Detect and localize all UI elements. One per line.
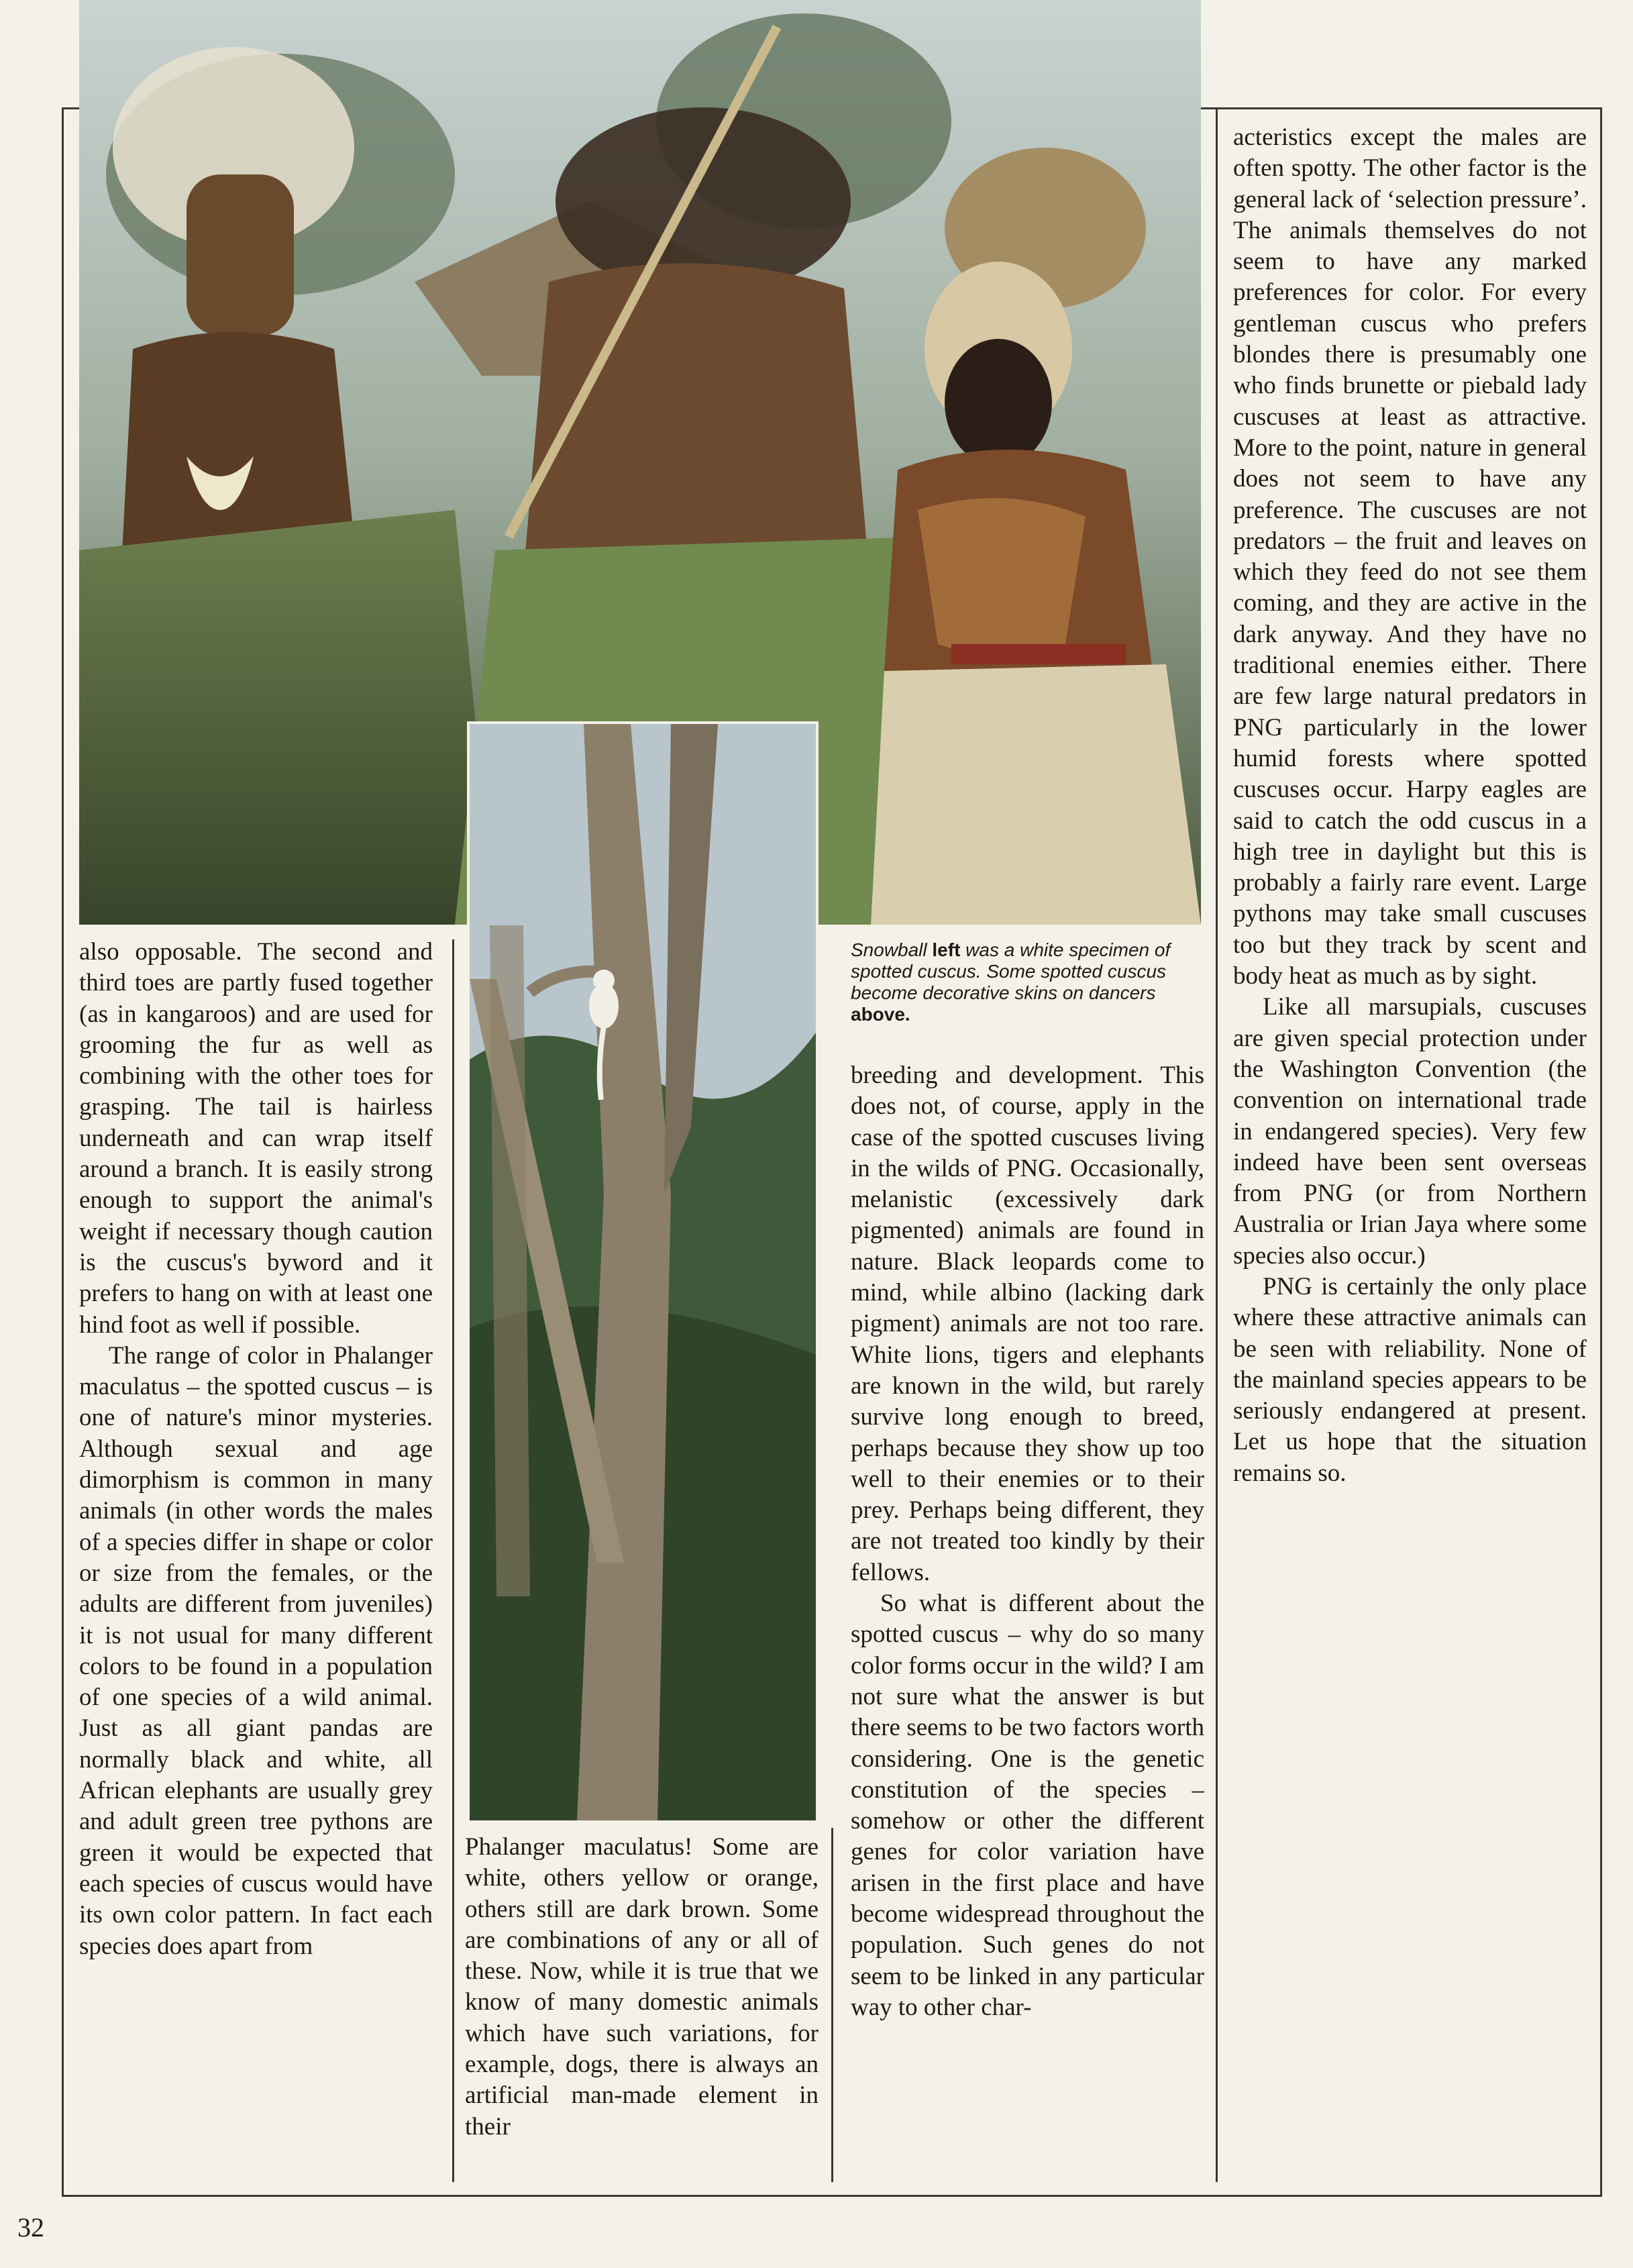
text-column-1 [79, 937, 433, 2185]
caption-text: Snowball [851, 939, 933, 960]
paragraph: So what is different about the spotted cuscus – why do so many color forms occur in the wild? I am not sure what the answer is but there seems to be two factors worth considering. One is the genetic constitution of the species – somehow or other the different genes for color variation have arisen in the first place and have become widespread throughout the population. Such genes do not seem to be linked in any particular way to other char- [851, 1590, 1204, 2021]
text-column-2 [465, 1832, 819, 2185]
photo-caption [851, 939, 1208, 1025]
caption-text: was a white specimen of spotted cuscus. Some spotted cuscus become decorative skins on dancers [851, 939, 1171, 1003]
paragraph: breeding and development. This does not, of course, apply in the case of the spotted cuscuses living in the wilds of PNG. Occasionally, melanistic (excessively dark pigmented) animals are found in nature. Black leopards come to mind, while albino (lacking dark pigment) animals are not too rare. White lions, tigers and elephants are known in the wild, but rarely survive long enough to breed, perhaps because they show up too well to their enemies or to their prey. Perhaps being different, they are not treated too kindly by their fellows. [851, 1062, 1204, 1586]
text-column-4 [1233, 122, 1587, 1880]
cuscus-tree-photo [467, 721, 819, 1823]
paragraph: also opposable. The second and third toes are partly fused together (as in kangaroos) and are used for grooming the fur as well as combining with the other toes for grasping. The tail is hairless underneath and can wrap itself around a branch. It is easily strong enough to support the animal's weight if necessary though caution is the cuscus's byword and it prefers to hang on with at least one hind foot as well if possible. [79, 938, 433, 1339]
column-rule [1216, 107, 1218, 2182]
paragraph: Like all marsupials, cuscuses are given special protection under the Washington Convention (the convention on international trade in endangered species). Very few indeed have been sent overseas from PNG (or from Northern Australia or Irian Jaya where some species also occur.) [1233, 993, 1587, 1270]
column-rule [452, 939, 454, 2182]
caption-bold: above. [851, 1004, 910, 1025]
paragraph: Phalanger maculatus! Some are white, others yellow or orange, others still are dark brown. Some are combinations of any or all of these. Now, while it is true that we know of many domestic animals which have such variations, for example, dogs, there is always an artificial man-made element in their [465, 1833, 819, 2141]
paragraph: The range of color in Phalanger maculatus – the spotted cuscus – is one of nature's minor mysteries. Although sexual and age dimorphism is common in many animals (in other words the males of a species differ in shape or color or size from the females, or the adults are different from juveniles) it is not usual for many different colors to be found in a population of one species of a wild animal. Just as all giant pandas are normally black and white, all African elephants are usually grey and adult green tree pythons are green it would be expected that each species of cuscus would have its own color pattern. In fact each species does apart from [79, 1341, 433, 1960]
page-number: 32 [17, 2212, 44, 2243]
column-rule [831, 1828, 833, 2182]
paragraph: PNG is certainly the only place where these attractive animals can be seen with reliability. None of the mainland species appears to be seriously endangered at present. Let us hope that the situation remains so. [1233, 1272, 1587, 1487]
paragraph: acteristics except the males are often spotty. The other factor is the general lack of ‘selection pressure’. The animals themselves do not seem to have any marked preferences for color. For every gentleman cuscus who prefers blondes there is presumably one who finds brunette or piebald lady cuscuses at least as attractive. More to the point, nature in general does not seem to have any preference. The cuscuses are not predators – the fruit and leaves on which they feed do not see them coming, and they are active in the dark anyway. And they have no traditional enemies either. There are few large natural predators in PNG particularly in the lower humid forests where spotted cuscuses occur. Harpy eagles are said to catch the odd cuscus in a high tree in daylight but this is probably a fairly rare event. Large pythons may take small cuscuses too but they track by scent and body heat as much as by sight. [1233, 123, 1587, 990]
caption-bold: left [932, 939, 961, 960]
text-column-3 [851, 1060, 1204, 2185]
